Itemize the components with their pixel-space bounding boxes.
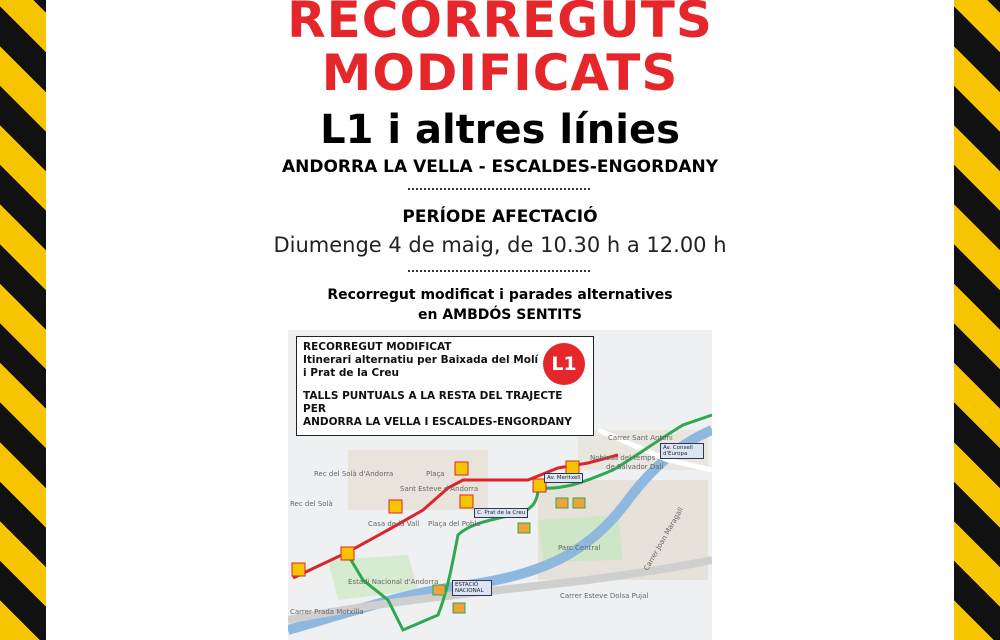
period-value: Diumenge 4 de maig, de 10.30 h a 12.00 h [273, 233, 727, 257]
street-box-estacio: ESTACIÓ NACIONAL [452, 580, 492, 596]
map-label-rec-sola-short: Rec del Solà [290, 500, 333, 508]
map-label-parc-central: Parc Central [558, 544, 601, 552]
map-label-esteve-dolsa: Carrer Esteve Dolsa Pujal [560, 592, 649, 600]
notice-heading: RECORREGUT MODIFICAT [303, 341, 452, 353]
info-line-1: Recorregut modificat i parades alternatives [327, 287, 673, 303]
dotted-divider-bottom [408, 270, 590, 272]
street-box-consell: Av. Consell d'Europa [660, 443, 704, 459]
map-label-placa: Plaça [426, 470, 445, 478]
map-label-placa-poble: Plaça del Poble [428, 520, 481, 528]
notice-cuts-line-1: TALLS PUNTUALS A LA RESTA DEL TRAJECTE PER [303, 390, 563, 415]
info-line-2: en AMBDÓS SENTITS [417, 307, 582, 323]
map-label-sant-antoni: Carrer Sant Antoni [608, 434, 673, 442]
street-box-prat-creu: C. Prat de la Creu [474, 508, 528, 518]
map-label-joan-maragall: Carrer Joan Maragall [642, 506, 686, 572]
map-label-estadi: Estadi Nacional d'Andorra [348, 578, 439, 586]
street-box-meritxell: Av. Meritxell [544, 473, 583, 483]
dotted-divider-top [408, 188, 590, 190]
title-line-2: MODIFICATS [321, 44, 679, 102]
notice-cuts-line-2: ANDORRA LA VELLA I ESCALDES-ENGORDANY [303, 416, 572, 428]
title-line-1: RECORREGUTS [287, 0, 713, 49]
map-label-salvador: de Salvador Dalí [606, 463, 664, 471]
map-label-casa-vall: Casa de la Vall [368, 520, 420, 528]
map-label-rec-sola: Rec del Solà d'Andorra [314, 470, 394, 478]
l1-line-badge: L1 [543, 343, 585, 385]
route-name: ANDORRA LA VELLA - ESCALDES-ENGORDANY [281, 157, 719, 177]
notice-alt-line-2: i Prat de la Creu [303, 367, 400, 379]
map-label-sant-esteve: Sant Esteve d'Andorra [400, 485, 479, 493]
period-label: PERÍODE AFECTACIÓ [402, 207, 598, 227]
notice-alt-line-1: Itinerari alternatiu per Baixada del Molí [303, 354, 539, 366]
subtitle: L1 i altres línies [320, 107, 680, 153]
map-label-prada: Carrer Prada Motxilla [290, 608, 364, 616]
map-label-noblesa: Noblesa del temps [590, 454, 656, 462]
